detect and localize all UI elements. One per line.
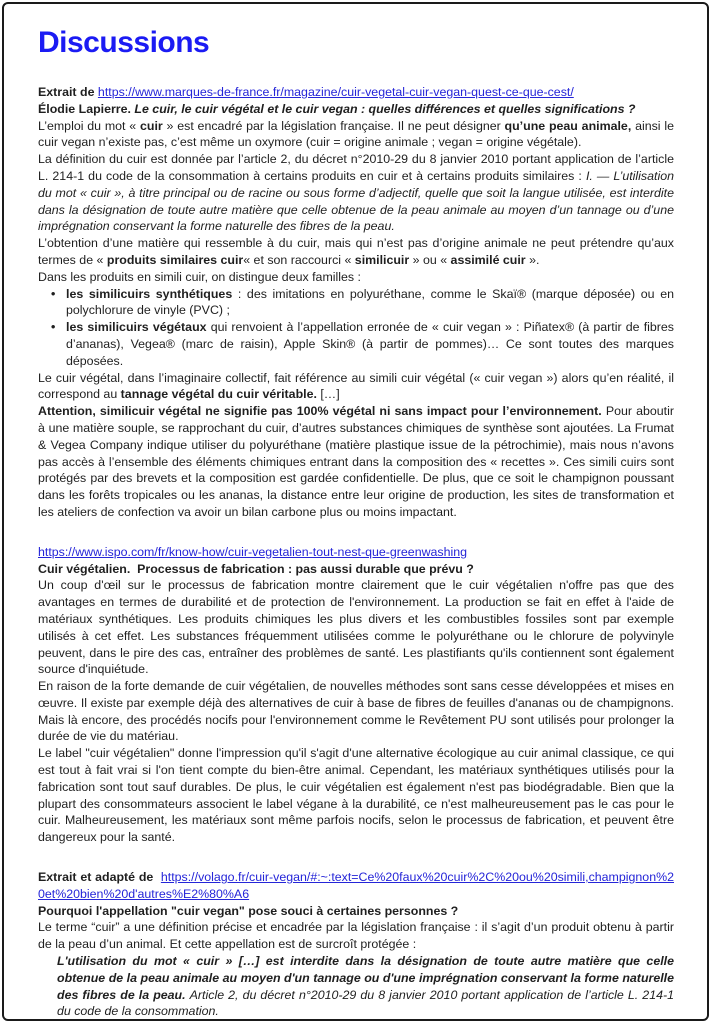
text-run: Extrait et adapté de xyxy=(38,870,161,885)
paragraph xyxy=(38,118,674,152)
source-line-3 xyxy=(38,869,674,903)
text-run: cuir xyxy=(140,118,163,133)
document-page xyxy=(2,2,709,1021)
bullet-item xyxy=(45,319,674,369)
article-author-title xyxy=(38,101,674,118)
text-run: Élodie Lapierre. xyxy=(38,101,135,116)
text-run: Article 2, du décret n°2010-29 du 8 janvier 2010 portant application de l’article L. 214-1 du code de la consommation. xyxy=(57,987,674,1019)
text-run: produits similaires cuir xyxy=(106,252,244,267)
text-run: les similicuirs végétaux xyxy=(66,320,207,335)
text-run: similicuir xyxy=(354,252,410,267)
section-gap xyxy=(38,521,674,544)
text-run: qui renvoient à l’appellation erronée de « cuir vegan » : Piñatex® (à partir de fibres d’ananas), Vegea® (marc de raisin), Apple Skin® (à partir de pommes)… Ce sont toutes des marques déposées. xyxy=(66,320,675,368)
text-run: En raison de la forte demande de cuir végétalien, de nouvelles méthodes sont sans cesse développées et mises en œuvre. Il existe par exemple déjà des alternatives de cuir à base de fibres de feuilles d'ananas ou de champignons. Mais là encore, des procédés nocifs pour l'environnement comme le Revêtement PU sont utilisés pour prolonger la durée de vie du matériau. xyxy=(38,679,674,744)
text-run: Le terme “cuir” a une définition précise et encadrée par la législation française : il s’agit d’un produit obtenu à partir de la peau d’un animal. Et cette appellation est de surcroît protégée : xyxy=(38,920,674,952)
text-run: ». xyxy=(525,252,540,267)
text-run: Extrait de xyxy=(38,85,98,99)
text-run: Le cuir végétal, dans l’imaginaire collectif, fait référence au simili cuir végétal (« cuir vegan ») alors qu’en réalité, il correspond au xyxy=(38,370,674,402)
bullet-item xyxy=(45,286,674,320)
text-run: « et son raccourci « xyxy=(243,252,355,267)
hyperlink[interactable]: https://www.marques-de-france.fr/magazine/cuir-vegetal-cuir-vegan-quest-ce-que-cest/ xyxy=(97,85,574,99)
text-run: qu’une peau animale, xyxy=(504,118,632,133)
text-run: tannage végétal du cuir véritable. xyxy=(120,387,317,402)
hyperlink[interactable]: https://volago.fr/cuir-vegan/#:~:text=Ce%20faux%20cuir%2C%20ou%20simili,champignon%20et%20bien%20d'autres%E2%80%A6 xyxy=(38,870,674,901)
text-run: Le cuir, le cuir végétal et le cuir vegan : quelles différences et quelles significations ? xyxy=(134,101,636,116)
paragraph xyxy=(38,678,674,745)
paragraph xyxy=(38,370,674,404)
document-body xyxy=(38,84,674,1020)
text-run: » ou « xyxy=(409,252,451,267)
text-run: : des imitations en polyuréthane, comme le Skaï® (marque déposée) ou en polychlorure de vinyle (PVC) ; xyxy=(66,286,674,318)
paragraph xyxy=(38,403,674,521)
text-run: L'utilisation du mot « cuir » […] est interdite dans la désignation de toute autre matière que celle obtenue de la peau animale au moyen d'un tannage ou d'une imprégnation conservant la forme naturelle des fibres de la peau. xyxy=(57,954,674,1002)
paragraph xyxy=(38,577,674,678)
source-line-1 xyxy=(38,84,674,101)
text-run: L’emploi du mot « xyxy=(38,118,140,133)
text-run: Le label "cuir végétalien" donne l'impression qu'il s'agit d'une alternative écologique au cuir animal classique, ce qui est tout à fait vrai si l'on tient compte du bien-être animal. Cependant, les matériaux synthétiques utilisés pour la fabrication sont tout sauf durables. De plus, le cuir végétalien est également n'est pas biodégradable. Bien que la plupart des consommateurs associent le label végane à la durabilité, ce n'est malheureusement pas le cas pour le cuir. Malheureusement, les matériaux sont même parfois nocifs, selon le processus de fabrication, et peuvent être dangereux pour la santé. xyxy=(38,746,674,845)
bullet-icon: • xyxy=(51,286,56,301)
text-run: […] xyxy=(316,387,340,402)
paragraph xyxy=(38,745,674,846)
text-run: Pourquoi l'appellation "cuir vegan" pose souci à certaines personnes ? xyxy=(38,903,459,918)
page-title: Discussions xyxy=(38,26,210,59)
text-run: I. — L’utilisation du mot « cuir », à titre principal ou de racine ou sous forme d’adjectif, quelle que soit la langue utilisée, est interdite dans la désignation de toute autre matière que celle obtenue de la peau animale au moyen d’un tannage ou d’une imprégnation conservant la forme naturelle des fibres de la peau. xyxy=(38,168,674,234)
paragraph xyxy=(38,269,674,286)
text-run: La définition du cuir est donnée par l’article 2, du décret n°2010-29 du 8 janvier 2010 portant application de l’article L. 214-1 du code de la consommation à certains produits en cuir et à certains produits similaires : xyxy=(38,152,674,183)
hyperlink[interactable]: https://www.ispo.com/fr/know-how/cuir-vegetalien-tout-nest-que-greenwashing xyxy=(38,544,468,559)
text-run: Un coup d'œil sur le processus de fabrication montre clairement que le cuir végétalien n'offre pas que des avantages en termes de durabilité et de protection de l'environnement. La production se fait en effet à l'aide de matériaux synthétiques. Les produits chimiques les plus divers et les combustibles fossiles sont par exemple utilisés à cet effet. Les substances fréquemment utilisées comme le polyuréthane ou le chlorure de polyvinyle peuvent, dans le pire des cas, entraîner des problèmes de santé. Les plastifiants qu'ils contiennent sont également source d'inquiétude. xyxy=(38,578,674,677)
text-run: L’obtention d’une matière qui ressemble à du cuir, mais qui n’est pas d’origine animale ne peut prétendre qu’aux termes de « xyxy=(38,236,674,267)
text-run: Pour aboutir à une matière souple, se rapprochant du cuir, d’autres substances chimiques de synthèse sont ajoutées. La Frumat & Vegea Company indique utiliser du polyuréthane (matière plastique issue de la pétrochimie), mais nous n’avons pas accès à l’ensemble des éléments chimiques entrant dans la composition des « recettes ». Ces simili cuirs sont protégés par des brevets et la composition est gardée confidentielle. De plus, que ce soit le champignon poussant dans les forêts tropicales ou les ananas, la distance entre leur origine de production, les sites de transformation et les ateliers de confection va avoir un bilan carbone plus ou moins impactant. xyxy=(38,404,674,519)
paragraph xyxy=(38,151,674,235)
text-run: Dans les produits en simili cuir, on distingue deux familles : xyxy=(38,269,361,284)
paragraph xyxy=(38,919,674,953)
section-gap xyxy=(38,846,674,869)
text-run: les similicuirs synthétiques xyxy=(66,286,233,301)
text-run: Cuir végétalien. Processus de fabrication : pas aussi durable que prévu ? xyxy=(38,561,474,576)
text-run: » est encadré par la législation française. Il ne peut désigner xyxy=(162,118,505,133)
paragraph xyxy=(38,235,674,269)
source-line-2 xyxy=(38,544,674,561)
section-heading xyxy=(38,561,674,578)
text-run: assimilé cuir xyxy=(450,252,526,267)
legal-quote xyxy=(57,953,674,1020)
section-heading xyxy=(38,903,674,920)
text-run: ainsi le cuir vegan n’existe pas, c’est même un oxymore (cuir = origine animale ; vegan = origine végétale). xyxy=(38,118,674,150)
bullet-icon: • xyxy=(51,320,56,335)
text-run: Attention, similicuir végétal ne signifie pas 100% végétal ni sans impact pour l’environnement. xyxy=(38,404,602,419)
